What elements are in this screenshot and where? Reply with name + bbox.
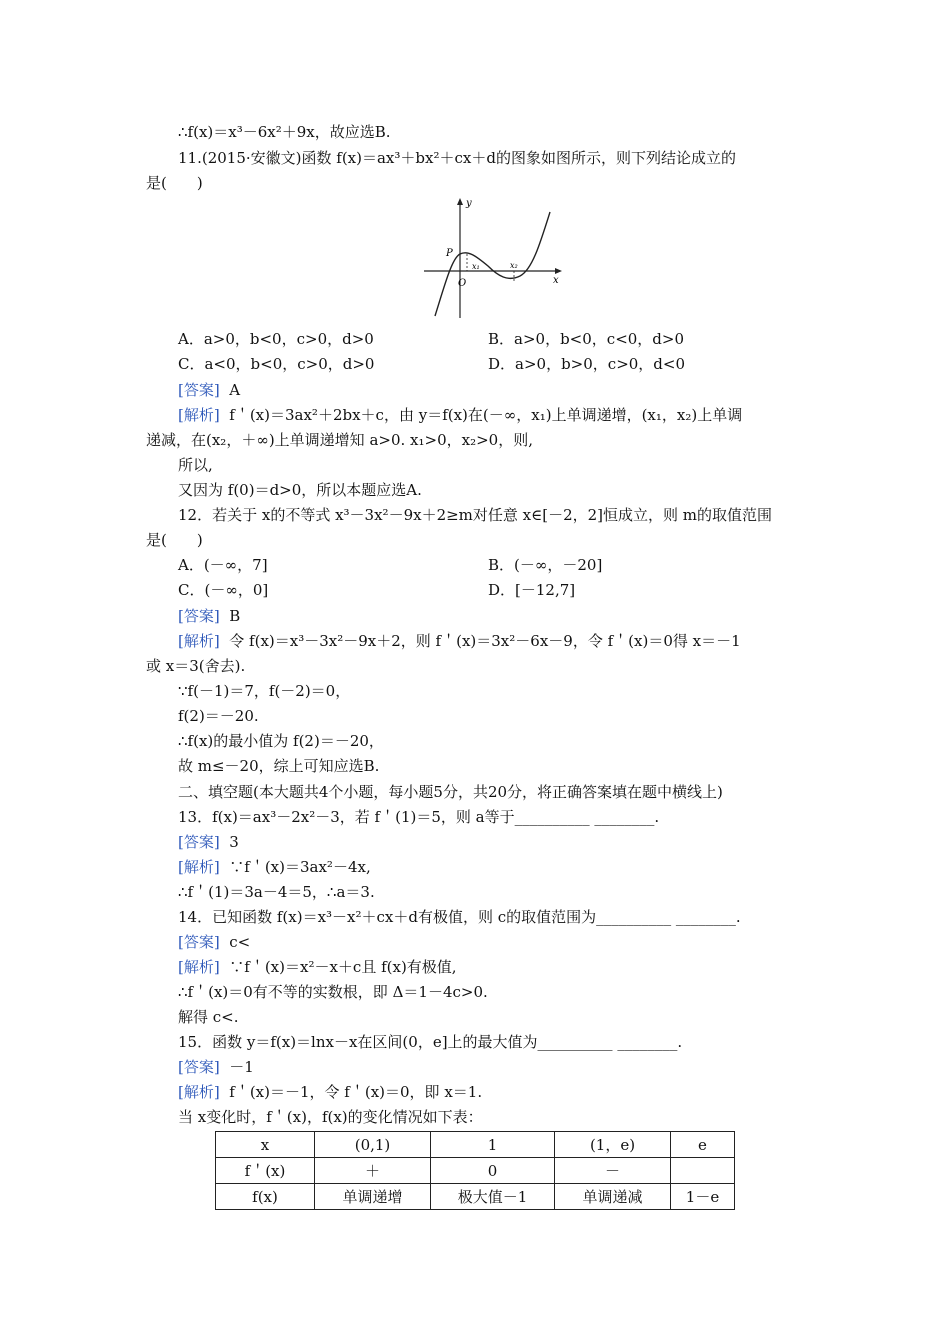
question-13-stem: 13．f(x)＝ax³－2x²－3，若 f＇(1)＝5，则 a等于__________ ________. <box>178 808 660 826</box>
option-b: B．a>0，b<0，c<0，d>0 <box>488 330 685 348</box>
answer-value: c< <box>229 933 251 951</box>
text-line: 或 x＝3(舍去). <box>146 657 246 675</box>
answer-value: －1 <box>229 1058 254 1076</box>
section-heading: 二、填空题(本大题共4个小题，每小题5分，共20分，将正确答案填在题中横线上) <box>178 783 723 801</box>
answer-tag: [答案] <box>178 381 220 399</box>
option-c: C．(－∞，0] <box>178 581 269 599</box>
x1-label: x₁ <box>472 262 480 271</box>
answer-tag: [答案] <box>178 933 220 951</box>
text-line: 故 m≤－20，综上可知应选B. <box>178 757 380 775</box>
table-row <box>216 1158 735 1184</box>
analysis-line-11 <box>178 405 742 425</box>
y-axis-arrow <box>457 198 463 205</box>
table-cell: e <box>671 1132 735 1158</box>
analysis-tag: [解析] <box>178 958 220 976</box>
question-12-stem-cont: 是( ) <box>146 531 203 549</box>
table-cell: ＋ <box>315 1158 431 1184</box>
option-a: A．(－∞，7] <box>178 556 268 574</box>
answer-tag: [答案] <box>178 1058 220 1076</box>
answer-tag: [答案] <box>178 607 220 625</box>
x2-label: x₂ <box>510 261 518 270</box>
question-14-stem: 14．已知函数 f(x)＝x³－x²＋cx＋d有极值，则 c的取值范围为__________ ________. <box>178 908 741 926</box>
question-11-stem-cont: 是( ) <box>146 174 203 192</box>
answer-line-11 <box>178 380 240 400</box>
table-cell: f＇(x) <box>216 1158 315 1184</box>
table-cell: 1 <box>431 1132 555 1158</box>
table-cell: 极大值－1 <box>431 1184 555 1210</box>
option-c: C．a<0，b<0，c>0，d>0 <box>178 355 375 373</box>
table-row <box>216 1132 735 1158</box>
analysis-text: ∵f＇(x)＝3ax²－4x, <box>229 858 371 876</box>
text-line: 又因为 f(0)＝d>0，所以本题应选A. <box>178 481 422 499</box>
answer-line-14 <box>178 932 250 952</box>
answer-line-12 <box>178 606 240 626</box>
text-line: ∴f＇(1)＝3a－4＝5，∴a＝3. <box>178 883 375 901</box>
option-a: A．a>0，b<0，c>0，d>0 <box>178 330 374 348</box>
table-cell: x <box>216 1132 315 1158</box>
variation-table <box>215 1131 735 1210</box>
option-b: B．(－∞，－20] <box>488 556 603 574</box>
text-line: ∴f＇(x)＝0有不等的实数根，即 Δ＝1－4c>0. <box>178 983 488 1001</box>
y-axis-label: y <box>466 198 472 209</box>
analysis-tag: [解析] <box>178 406 220 424</box>
table-cell <box>671 1158 735 1184</box>
cubic-curve <box>435 212 550 316</box>
x-axis-arrow <box>555 268 562 274</box>
table-cell: 单调递增 <box>315 1184 431 1210</box>
text-line: 当 x变化时，f＇(x)，f(x)的变化情况如下表： <box>178 1108 483 1126</box>
question-11-stem: 11.(2015·安徽文)函数 f(x)＝ax³＋bx²＋cx＋d的图象如图所示，则下列结论成立的 <box>178 149 736 167</box>
question-15-stem: 15．函数 y＝f(x)＝lnx－x在区间(0，e]上的最大值为__________ ________. <box>178 1033 683 1051</box>
analysis-tag: [解析] <box>178 858 220 876</box>
text-line: 递减，在(x₂，＋∞)上单调递增知 a>0. x₁>0，x₂>0，则, <box>146 431 533 449</box>
analysis-tag: [解析] <box>178 1083 220 1101</box>
table-cell: (0,1) <box>315 1132 431 1158</box>
text-line: f(2)＝－20. <box>178 707 259 725</box>
table-cell: (1，e) <box>555 1132 671 1158</box>
answer-value: A <box>229 381 241 399</box>
answer-line-13 <box>178 832 239 852</box>
table-cell: 单调递减 <box>555 1184 671 1210</box>
analysis-text: f＇(x)＝－1，令 f＇(x)＝0，即 x＝1. <box>229 1083 483 1101</box>
origin-label: O <box>458 278 467 289</box>
answer-line-15 <box>178 1057 254 1077</box>
point-p-label: P <box>446 248 453 259</box>
text-line: 解得 c<. <box>178 1008 239 1026</box>
text-line: ∴f(x)＝x³－6x²＋9x，故应选B. <box>178 123 391 141</box>
answer-value: 3 <box>229 833 239 851</box>
analysis-text: ∵f＇(x)＝x²－x＋c且 f(x)有极值, <box>229 958 457 976</box>
question-12-stem: 12．若关于 x的不等式 x³－3x²－9x＋2≥m对任意 x∈[－2，2]恒成立，则 m的取值范围 <box>178 506 773 524</box>
analysis-line-12 <box>178 631 741 651</box>
table-cell: － <box>555 1158 671 1184</box>
table-cell: 0 <box>431 1158 555 1184</box>
analysis-text: f＇(x)＝3ax²＋2bx＋c，由 y＝f(x)在(－∞，x₁)上单调递增，(x₁，x₂)上单调 <box>229 406 743 424</box>
analysis-line-15 <box>178 1082 482 1102</box>
analysis-tag: [解析] <box>178 632 220 650</box>
option-d: D．a>0，b>0，c>0，d<0 <box>488 355 686 373</box>
analysis-line-14 <box>178 957 457 977</box>
text-line: 所以, <box>178 456 213 474</box>
answer-value: B <box>229 607 241 625</box>
cubic-function-graph <box>420 194 570 320</box>
x-axis-label: x <box>553 275 559 286</box>
text-line: ∵f(－1)＝7，f(－2)＝0， <box>178 682 351 700</box>
text-line: ∴f(x)的最小值为 f(2)＝－20， <box>178 732 384 750</box>
answer-tag: [答案] <box>178 833 220 851</box>
table-row <box>216 1184 735 1210</box>
table-cell: 1－e <box>671 1184 735 1210</box>
table-cell: f(x) <box>216 1184 315 1210</box>
analysis-line-13 <box>178 857 371 877</box>
option-d: D．[－12,7] <box>488 581 576 599</box>
analysis-text: 令 f(x)＝x³－3x²－9x＋2，则 f＇(x)＝3x²－6x－9，令 f＇(x)＝0得 x＝－1 <box>229 632 741 650</box>
